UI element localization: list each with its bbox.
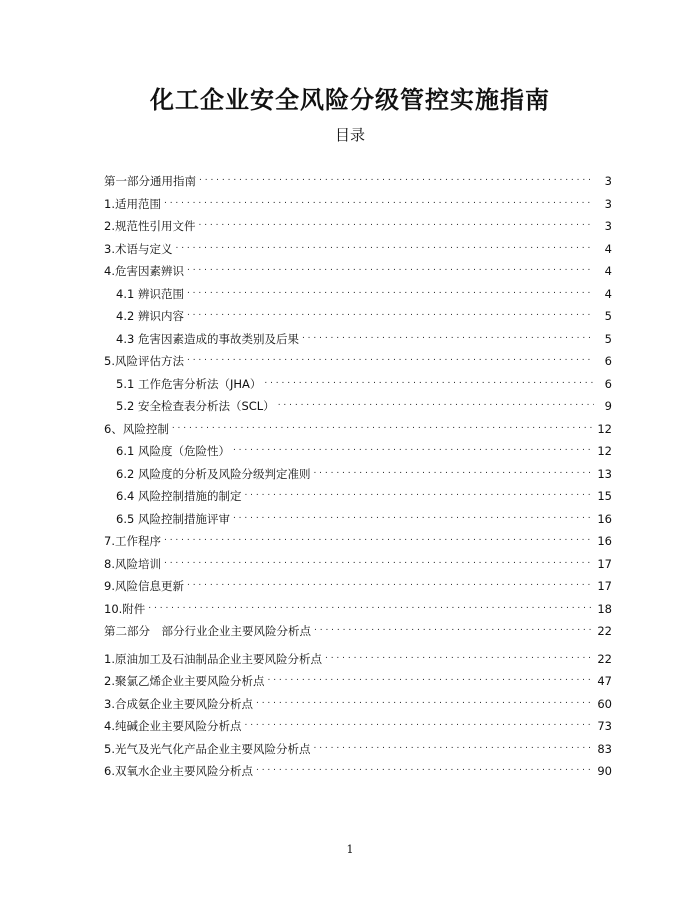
- toc-entry[interactable]: [104, 418, 612, 441]
- toc-entry-label: 4.纯碱企业主要风险分析点: [104, 719, 242, 734]
- toc-leader-dots: [313, 742, 593, 756]
- toc-entry[interactable]: [104, 463, 612, 486]
- toc-entry-label: 2.规范性引用文件: [104, 219, 196, 234]
- toc-entry-label: 3.合成氨企业主要风险分析点: [104, 696, 253, 711]
- toc-entry-label: 3.术语与定义: [104, 241, 173, 256]
- toc-leader-dots: [148, 602, 593, 616]
- toc-entry-label: 4.危害因素辨识: [104, 264, 184, 279]
- toc-entry[interactable]: [104, 193, 612, 216]
- toc-entry-label: 6.2 风险度的分析及风险分级判定准则: [116, 466, 311, 481]
- toc-leader-dots: [325, 652, 593, 666]
- toc-entry-page: 3: [604, 219, 612, 234]
- toc-entry-label: 1.适用范围: [104, 196, 161, 211]
- toc-entry-page: 47: [597, 674, 612, 689]
- toc-leader-dots: [233, 444, 593, 458]
- toc-entry[interactable]: [104, 760, 612, 783]
- toc-entry-page: 83: [597, 741, 612, 756]
- toc-entry-label: 5.光气及光气化产品企业主要风险分析点: [104, 741, 311, 756]
- toc-entry-page: 18: [597, 601, 612, 616]
- toc-leader-dots: [199, 174, 594, 188]
- toc-entry[interactable]: [104, 350, 612, 373]
- toc-entry[interactable]: [104, 485, 612, 508]
- toc-entry[interactable]: [104, 598, 612, 621]
- toc-entry[interactable]: [104, 670, 612, 693]
- toc-entry-label: 10.附件: [104, 601, 146, 616]
- toc-leader-dots: [302, 332, 594, 346]
- toc-entry-label: 6.1 风险度（危险性）: [116, 444, 230, 459]
- page-number: 1: [346, 843, 354, 856]
- toc-entry[interactable]: [104, 508, 612, 531]
- toc-entry[interactable]: [104, 238, 612, 261]
- toc-entry[interactable]: [104, 738, 612, 761]
- toc-entry-page: 60: [597, 696, 612, 711]
- toc-entry-page: 5: [604, 331, 612, 346]
- toc-leader-dots: [164, 534, 593, 548]
- toc-entry[interactable]: [104, 530, 612, 553]
- toc-entry-label: 4.3 危害因素造成的事故类别及后果: [116, 331, 299, 346]
- toc-leader-dots: [187, 579, 593, 593]
- toc-entry-page: 17: [597, 556, 612, 571]
- toc-entry[interactable]: [104, 170, 612, 193]
- toc-entry[interactable]: [104, 553, 612, 576]
- toc-entry-page: 73: [597, 719, 612, 734]
- toc-entry-page: 22: [597, 624, 612, 639]
- toc-entry-page: 3: [604, 196, 612, 211]
- toc-entry-label: 6.4 风险控制措施的制定: [116, 489, 242, 504]
- toc-entry-label: 6.5 风险控制措施评审: [116, 511, 230, 526]
- toc-leader-dots: [187, 354, 594, 368]
- toc-entry-page: 6: [604, 376, 612, 391]
- toc-entry-page: 12: [597, 444, 612, 459]
- toc-entry-page: 9: [604, 399, 612, 414]
- toc-entry[interactable]: [104, 648, 612, 671]
- toc-entry-page: 15: [597, 489, 612, 504]
- toc-leader-dots: [314, 624, 593, 638]
- toc-entry-label: 4.1 辨识范围: [116, 286, 184, 301]
- toc-entry[interactable]: [104, 395, 612, 418]
- toc-leader-dots: [175, 242, 594, 256]
- toc-entry[interactable]: [104, 440, 612, 463]
- toc-entry-label: 6、风险控制: [104, 421, 169, 436]
- toc-entry-page: 5: [604, 309, 612, 324]
- toc-entry[interactable]: [104, 283, 612, 306]
- toc-entry-page: 16: [597, 511, 612, 526]
- toc-leader-dots: [264, 377, 594, 391]
- toc-entry-label: 第一部分通用指南: [104, 174, 196, 189]
- toc-leader-dots: [278, 399, 594, 413]
- toc-entry[interactable]: [104, 693, 612, 716]
- toc-entry[interactable]: [104, 305, 612, 328]
- document-title: 化工企业安全风险分级管控实施指南: [150, 86, 550, 114]
- toc-leader-dots: [256, 764, 593, 778]
- toc-entry-label: 5.风险评估方法: [104, 354, 184, 369]
- toc-entry[interactable]: [104, 215, 612, 238]
- toc-entry-label: 4.2 辨识内容: [116, 309, 184, 324]
- toc-entry-page: 12: [597, 421, 612, 436]
- toc-entry[interactable]: [104, 715, 612, 738]
- toc-entry-page: 4: [604, 241, 612, 256]
- toc-leader-dots: [244, 489, 593, 503]
- toc-leader-dots: [164, 557, 593, 571]
- toc-entry-label: 2.聚氯乙烯企业主要风险分析点: [104, 674, 265, 689]
- toc-leader-dots: [244, 719, 593, 733]
- toc-heading: 目录: [334, 126, 365, 144]
- toc-leader-dots: [187, 287, 594, 301]
- toc-leader-dots: [256, 697, 593, 711]
- toc-entry[interactable]: [104, 260, 612, 283]
- toc-entry-page: 3: [604, 174, 612, 189]
- toc-leader-dots: [187, 309, 594, 323]
- toc-leader-dots: [313, 467, 593, 481]
- toc-entry-page: 13: [597, 466, 612, 481]
- toc-leader-dots: [187, 264, 594, 278]
- table-of-contents: [104, 170, 612, 783]
- toc-entry-label: 6.双氧水企业主要风险分析点: [104, 764, 253, 779]
- toc-entry-label: 9.风险信息更新: [104, 579, 184, 594]
- toc-entry-page: 16: [597, 534, 612, 549]
- toc-entry-page: 90: [597, 764, 612, 779]
- toc-entry-page: 4: [604, 286, 612, 301]
- toc-leader-dots: [172, 422, 594, 436]
- toc-entry[interactable]: [104, 373, 612, 396]
- toc-entry-label: 5.2 安全检查表分析法（SCL）: [116, 399, 275, 414]
- toc-entry-label: 第二部分 部分行业企业主要风险分析点: [104, 624, 311, 639]
- toc-entry[interactable]: [104, 620, 612, 643]
- toc-leader-dots: [198, 219, 594, 233]
- toc-entry[interactable]: [104, 328, 612, 351]
- toc-leader-dots: [267, 674, 593, 688]
- toc-entry-label: 8.风险培训: [104, 556, 161, 571]
- toc-entry-label: 5.1 工作危害分析法（JHA）: [116, 376, 262, 391]
- toc-entry-page: 4: [604, 264, 612, 279]
- toc-entry-label: 7.工作程序: [104, 534, 161, 549]
- toc-leader-dots: [164, 197, 594, 211]
- toc-entry-page: 17: [597, 579, 612, 594]
- toc-entry[interactable]: [104, 575, 612, 598]
- toc-entry-label: 1.原油加工及石油制品企业主要风险分析点: [104, 651, 322, 666]
- toc-leader-dots: [233, 512, 593, 526]
- toc-entry-page: 22: [597, 651, 612, 666]
- toc-entry-page: 6: [604, 354, 612, 369]
